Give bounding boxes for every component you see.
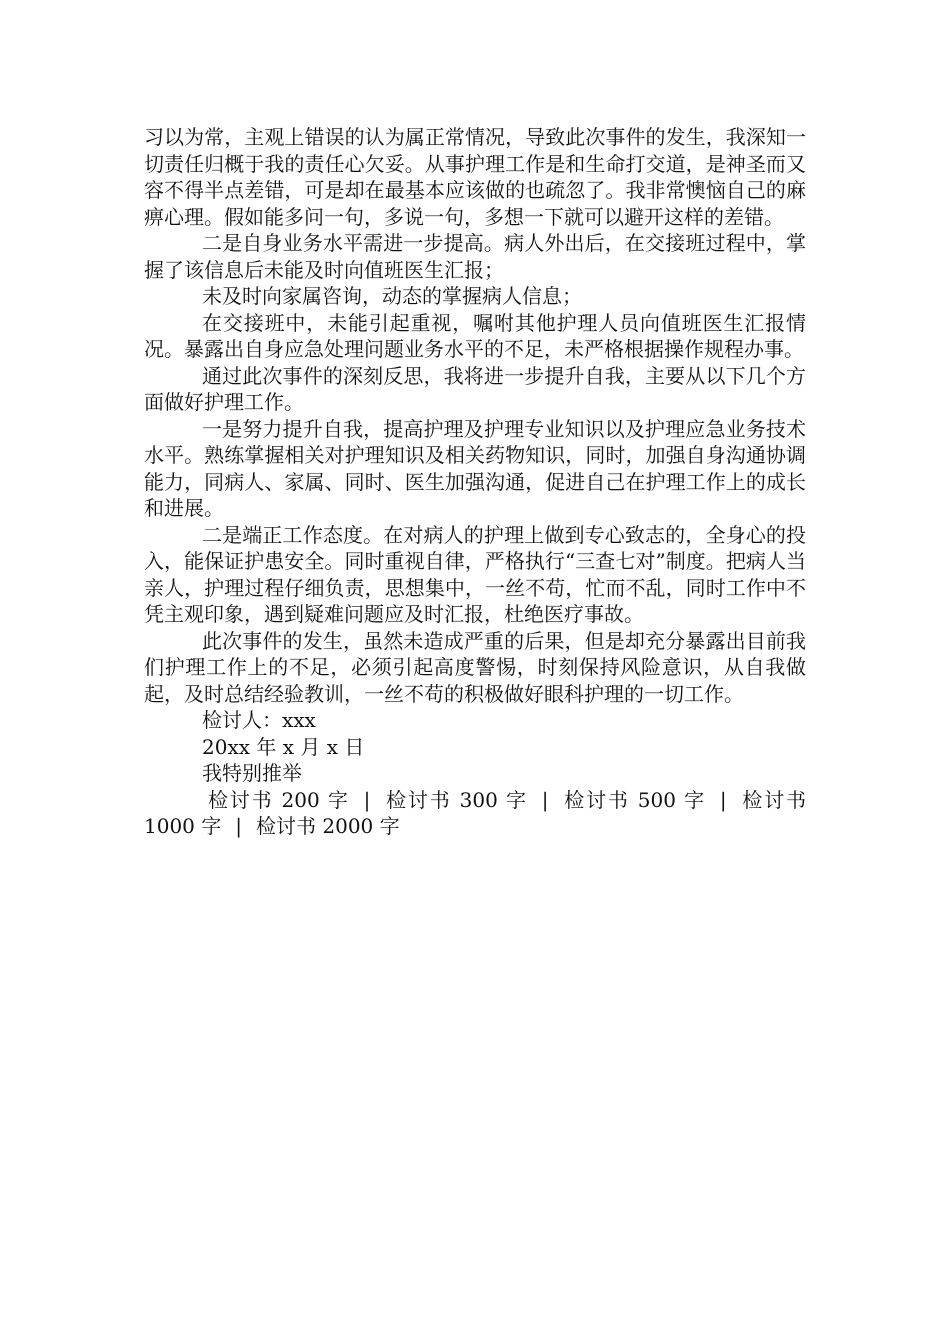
link-separator: | bbox=[719, 787, 727, 812]
recommend-heading: 我特别推举 bbox=[202, 761, 302, 785]
paragraph-4: 在交接班中，未能引起重视，嘱咐其他护理人员向值班医生汇报情况。暴露出自身应急处理问题业务水平的不足，未严格根据操作规程办事。 bbox=[144, 310, 806, 361]
document-body bbox=[144, 124, 806, 840]
link-review-300[interactable]: 检讨书 300 字 bbox=[384, 787, 528, 812]
paragraph-7: 二是端正工作态度。在对病人的护理上做到专心致志的，全身心的投入，能保证护患安全。同时重视自律，严格执行“三查七对”制度。把病人当亲人，护理过程仔细负责，思想集中，一丝不苟，忙而不乱，同时工作中不凭主观印象，遇到疑难问题应及时汇报，杜绝医疗事故。 bbox=[144, 522, 806, 626]
paragraph-3: 未及时向家属咨询，动态的掌握病人信息； bbox=[202, 284, 582, 308]
paragraph-8: 此次事件的发生，虽然未造成严重的后果，但是却充分暴露出目前我们护理工作上的不足，必须引起高度警惕，时刻保持风险意识，从自我做起，及时总结经验教训，一丝不苟的积极做好眼科护理的一切工作。 bbox=[144, 628, 806, 706]
link-review-200[interactable]: 检讨书 200 字 bbox=[208, 787, 350, 812]
link-separator: | bbox=[363, 787, 371, 812]
date-line: 20xx 年 x 月 x 日 bbox=[202, 734, 365, 759]
link-review-2000[interactable]: 检讨书 2000 字 bbox=[256, 814, 400, 838]
paragraph-1: 习以为常，主观上错误的认为属正常情况，导致此次事件的发生，我深知一切责任归概于我的责任心欠妥。从事护理工作是和生命打交道，是神圣而又容不得半点差错，可是却在最基本应该做的也疏忽了。我非常懊恼自己的麻痹心理。假如能多问一句，多说一句，多想一下就可以避开这样的差错。 bbox=[144, 125, 806, 229]
paragraph-6: 一是努力提升自我，提高护理及护理专业知识以及护理应急业务技术水平。熟练掌握相关对护理知识及相关药物知识，同时，加强自身沟通协调能力，同病人、家属、同时、医生加强沟通，促进自己在护理工作上的成长和进展。 bbox=[144, 416, 806, 520]
related-links bbox=[144, 787, 806, 840]
paragraph-2: 二是自身业务水平需进一步提高。病人外出后，在交接班过程中，掌握了该信息后未能及时向值班医生汇报； bbox=[144, 231, 806, 282]
signer-line: 检讨人：xxx bbox=[202, 708, 316, 732]
link-review-500[interactable]: 检讨书 500 字 bbox=[562, 787, 706, 812]
link-separator: | bbox=[235, 814, 243, 838]
link-review-1000[interactable]: 检讨书 1000 字 bbox=[144, 787, 806, 838]
paragraph-5: 通过此次事件的深刻反思，我将进一步提升自我，主要从以下几个方面做好护理工作。 bbox=[144, 363, 806, 414]
link-separator: | bbox=[541, 787, 549, 812]
